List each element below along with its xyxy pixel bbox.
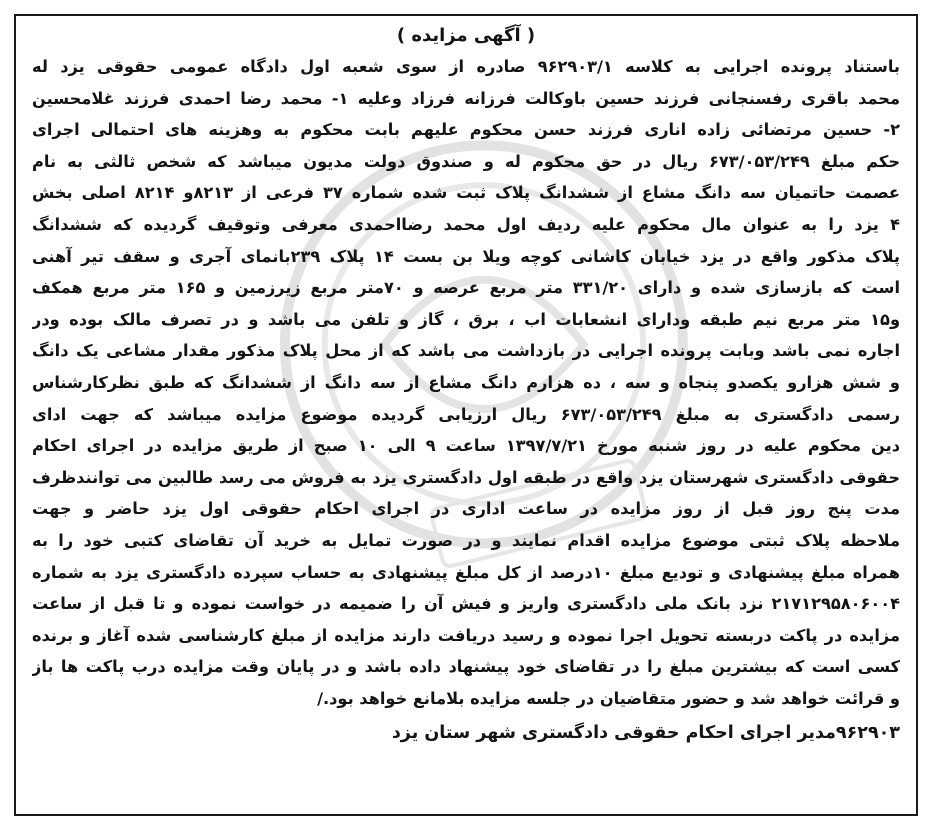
notice-line: مدت پنج روز قبل از روز مزایده در ساعت اداری در اجرای احکام حقوقی اول یزد حاضر و جهت xyxy=(32,499,900,519)
notice-line: و قرائت خواهد شد و حضور متقاضیان در جلسه مزایده بلامانع خواهد بود./ xyxy=(317,688,900,708)
notice-line: ۲- حسین مرتضائی زاده اناری فرزند حسن محکوم علیهم بابت محکوم به وهزینه های احتمالی اجرای xyxy=(32,120,900,140)
notice-line: پلاک مذکور واقع در یزد خیابان کاشانی کوچه ویلا بن بست ۱۴ پلاک ۲۳۹بانمای آجری و سقف تیر آهنی xyxy=(32,246,900,266)
notice-line: اجاره نمی باشد وبابت پرونده اجرایی در بازداشت می باشد که از محل پلاک مذکور مقدار مشاعی یک دانگ xyxy=(32,341,900,361)
notice-line: و۱۵ متر مربع نیم طبقه ودارای انشعابات اب ، برق ، گاز و تلفن می باشد و در تصرف مالک بوده ودر xyxy=(32,309,900,329)
notice-line: عصمت حاتمیان سه دانگ مشاع از ششدانگ پلاک ثبت شده شماره ۳۷ فرعی از ۸۲۱۳و ۸۲۱۴ اصلی بخش xyxy=(32,183,900,203)
notice-line: است که بازسازی شده و دارای ۳۳۱/۲۰ متر مربع عرصه و ۷۰متر مربع زیرزمین و ۱۶۵ متر مربع همکف xyxy=(32,278,900,298)
notice-line: حقوقی دادگستری شهرستان یزد واقع در طبقه اول دادگستری یزد به فروش می رسد طالبین می توانندظرف xyxy=(32,467,900,487)
notice-line: حکم مبلغ ۶۷۳/۰۵۳/۲۴۹ ریال در حق محکوم له و صندوق دولت مدیون میباشد که شخص ثالثی به نام xyxy=(32,151,900,171)
notice-line: و شش هزارو یکصدو پنجاه و سه ، ده هزارم دانگ مشاع از سه دانگ از ششدانگ که طبق نظرکارشناس xyxy=(32,372,900,392)
notice-line: همراه مبلغ پیشنهادی و تودیع مبلغ ۱۰درصد از کل مبلغ پیشنهادی به حساب سپرده دادگستری یزد به شماره xyxy=(32,562,900,582)
notice-line: محمد باقری رفسنجانی فرزند حسین باوکالت فرزانه فرزاد وعلیه ۱- محمد رضا احمدی فرزند غلامحسین xyxy=(32,88,900,108)
notice-line: باستناد پرونده اجرایی به کلاسه ۹۶۲۹۰۳/۱ صادره از سوی شعبه اول دادگاه عمومی حقوقی یزد له xyxy=(32,57,900,76)
notice-signature: ۹۶۲۹۰۳مدیر اجرای احکام حقوقی دادگستری شهر ستان یزد xyxy=(391,723,900,744)
notice-line: دین محکوم علیه در روز شنبه مورخ ۱۳۹۷/۷/۲۱ ساعت ۹ الی ۱۰ صبح از طریق مزایده در اجرای احکام xyxy=(32,436,900,456)
notice-line: کسی است که بیشترین مبلغ را در تقاضای خود پیشنهاد داده باشد و در پایان وقت مزایده درب پاکت ها باز xyxy=(32,657,900,677)
notice-line: ملاحظه پلاک ثبتی موضوع مزایده اقدام نمایند و در صورت تمایل به خرید آن تقاضای کتبی خود را به xyxy=(32,530,900,550)
notice-line: مزایده در پاکت دربسته تحویل اجرا نموده و رسید دریافت دارند مزایده از مبلغ کارشناسی شده آغاز و برنده xyxy=(32,625,900,645)
notice-title: ( آگهی مزایده ) xyxy=(396,25,536,46)
notice-frame xyxy=(14,14,918,816)
notice-line: رسمی دادگستری به مبلغ ۶۷۳/۰۵۳/۲۴۹ ریال ارزیابی گردیده موضوع مزایده میباشد که جهت ادای xyxy=(32,404,900,424)
notice-line: ۴ یزد را به عنوان مال محکوم علیه ردیف اول محمد رضااحمدی معرفی وتوقیف گردیده که ششدانگ xyxy=(32,214,900,234)
notice-body xyxy=(16,16,916,750)
notice-line: ۲۱۷۱۲۹۵۸۰۶۰۰۴ نزد بانک ملی دادگستری واریز و فیش آن را ضمیمه در خواست نموده و تا قبل از ساعت xyxy=(32,594,900,614)
